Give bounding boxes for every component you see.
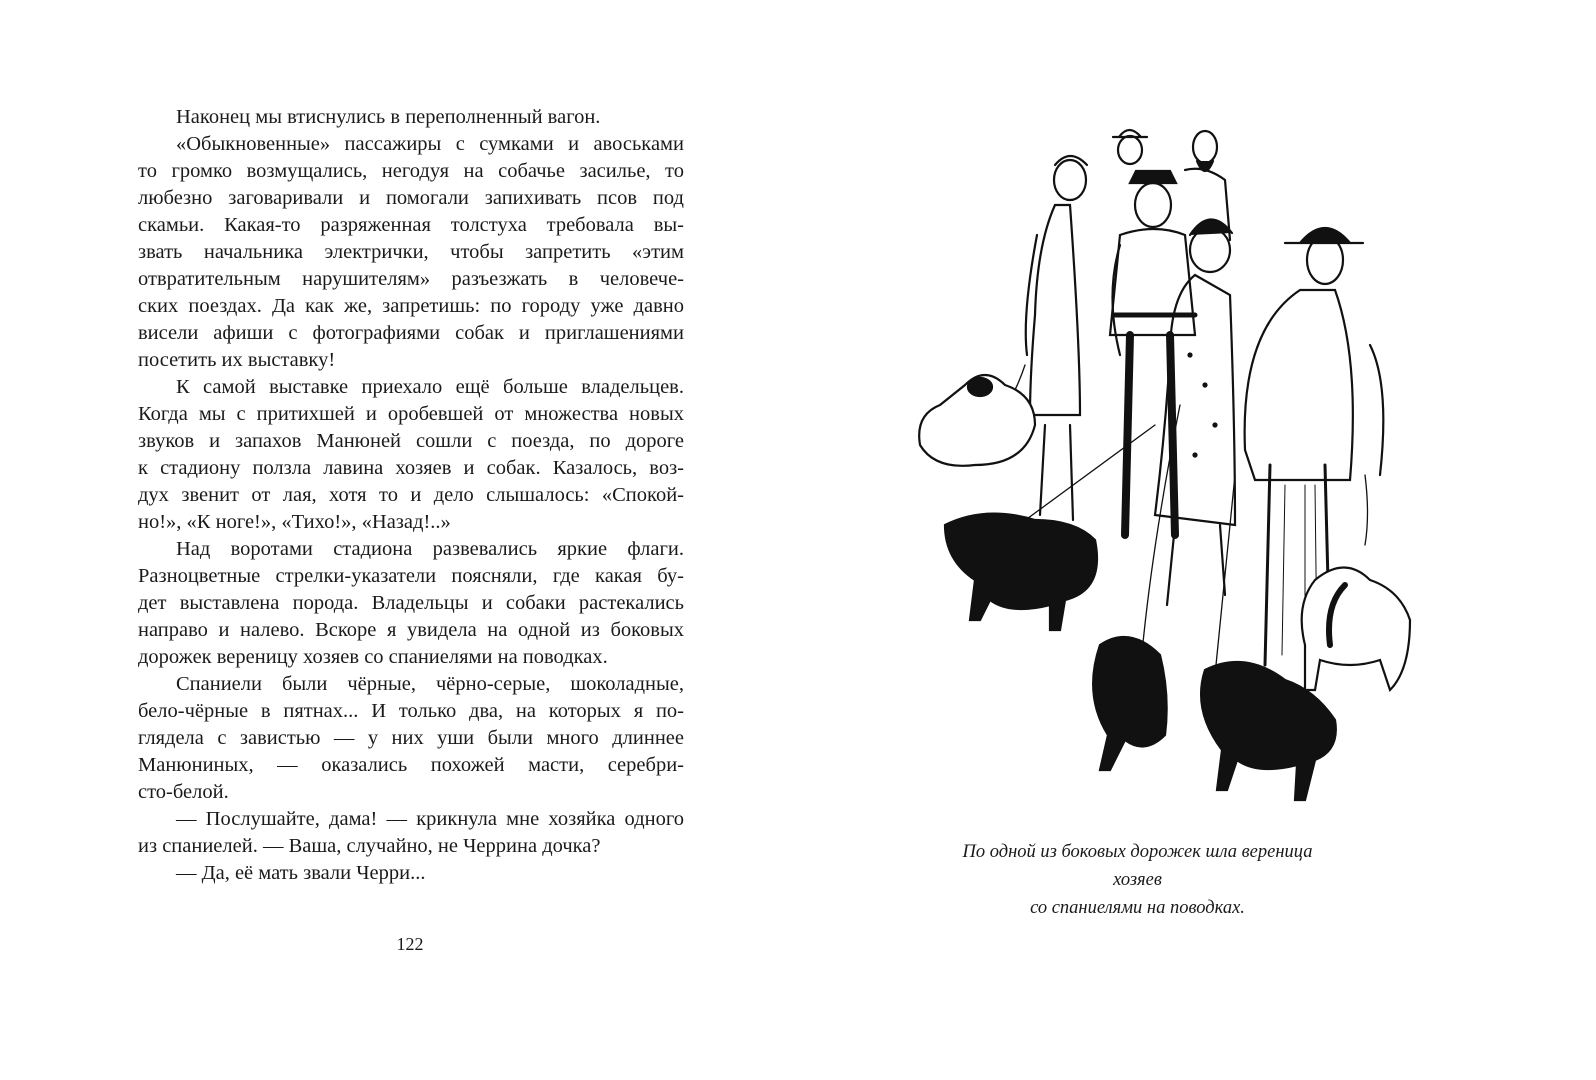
text-line: Разноцветные стрелки-указатели поясняли, где какая бу- (138, 565, 684, 587)
caption-line-2: со спаниелями на поводках. (1030, 898, 1245, 918)
text-line: Наконец мы втиснулись в переполненный вагон. (176, 106, 601, 128)
text-line: К самой выставке приехало ещё больше владельцев. (176, 376, 684, 398)
text-line: — Послушайте, дама! — крикнула мне хозяйка одного (176, 808, 684, 830)
text-line: Над воротами стадиона развевались яркие флаги. (176, 538, 684, 560)
text-line: висели афиши с фотографиями собак и приглашениями (138, 322, 684, 344)
text-line: Спаниели были чёрные, чёрно-серые, шоколадные, (176, 673, 684, 695)
figure-woman-center (1155, 219, 1235, 605)
text-line: любезно заговаривали и помогали запихивать псов под (138, 187, 684, 209)
text-line: из спаниелей. — Ваша, случайно, не Черрина дочка? (138, 835, 601, 857)
illustration-owners-with-spaniels (905, 125, 1425, 810)
text-line: отвратительным нарушителям» разъезжать в человече- (138, 268, 684, 290)
text-line: ских поездах. Да как же, запретишь: по городу уже давно (138, 295, 684, 317)
text-line: дет выставлена порода. Владельцы и собаки растекались (138, 592, 684, 614)
text-line: сто-белой. (138, 781, 229, 803)
text-line: глядела с завистью — у них уши были много длиннее (138, 727, 684, 749)
text-line: Когда мы с притихшей и оробевшей от множества новых (138, 403, 684, 425)
caption-line-1: По одной из боковых дорожек шла вереница хозяев (962, 842, 1313, 890)
figure-woman-left (1026, 156, 1087, 520)
text-line: направо и налево. Вскоре я увидела на одной из боковых (138, 619, 684, 641)
text-line: но!», «К ноге!», «Тихо!», «Назад!..» (138, 511, 451, 533)
text-line: то громко возмущались, негодуя на собачье засилье, то (138, 160, 684, 182)
figure-man-cap (1110, 171, 1195, 535)
spaniel-dog (919, 375, 1410, 800)
text-line: дорожек вереницу хозяев со спаниелями на поводках. (138, 646, 608, 668)
text-line: звуков и запахов Манюней сошли с поезда, по дороге (138, 430, 684, 452)
page-number: 122 (396, 934, 424, 954)
text-line: «Обыкновенные» пассажиры с сумками и авоськами (176, 133, 684, 155)
text-line: Манюниных, — оказались похожей масти, серебри- (138, 754, 684, 776)
text-line: к стадиону ползла лавина хозяев и собак. Казалось, воз- (138, 457, 684, 479)
text-line: звать начальника электрички, чтобы запретить «этим (138, 241, 684, 263)
body-text (138, 104, 684, 887)
text-line: — Да, её мать звали Черри... (176, 862, 426, 884)
text-line: скамьи. Какая-то разряженная толстуха требовала вы- (138, 214, 684, 236)
text-line: дух звенит от лая, хотя то и дело слышалось: «Спокой- (138, 484, 684, 506)
text-line: бело-чёрные в пятнах... И только два, на которых я по- (138, 700, 684, 722)
text-line: посетить их выставку! (138, 349, 336, 371)
illustration-caption (940, 838, 1335, 922)
